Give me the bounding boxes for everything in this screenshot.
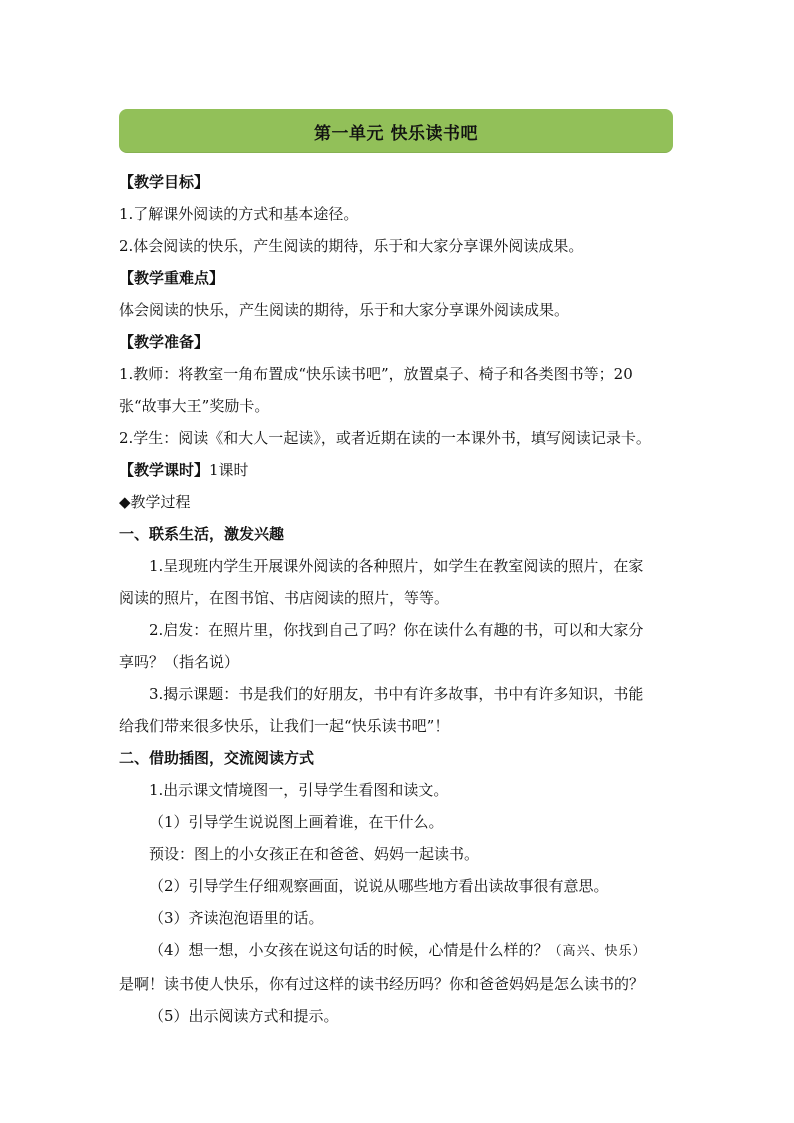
section-1-para-3-line-1: 3.揭示课题：书是我们的好朋友，书中有许多故事，书中有许多知识，书能: [149, 685, 644, 703]
section-1-para-3-line-2: 给我们带来很多快乐，让我们一起“快乐读书吧”！: [119, 717, 450, 735]
class-hours: [119, 454, 675, 486]
document-body: [119, 166, 675, 1032]
process-heading: ◆教学过程: [119, 493, 191, 511]
key-points-text: 体会阅读的快乐，产生阅读的期待，乐于和大家分享课外阅读成果。: [119, 301, 570, 319]
goal-item-2: 2.体会阅读的快乐，产生阅读的期待，乐于和大家分享课外阅读成果。: [119, 237, 584, 255]
class-hours-label: 【教学课时】: [119, 461, 210, 479]
class-hours-value: 1课时: [209, 461, 249, 479]
goals-heading: 【教学目标】: [119, 173, 210, 191]
page-title: 第一单元 快乐读书吧: [314, 123, 478, 144]
section-1-para-2-line-1: 2.启发：在照片里，你找到自己了吗？你在读什么有趣的书，可以和大家分: [149, 621, 644, 639]
preparation-item-1-line-2: 张“故事大王”奖励卡。: [119, 397, 270, 415]
section-2-heading: 二、借助插图，交流阅读方式: [119, 749, 315, 767]
section-2-step-4-answer: （高兴、快乐）: [548, 944, 647, 959]
section-2-step-5: （5）出示阅读方式和提示。: [149, 1007, 339, 1025]
preparation-heading: 【教学准备】: [119, 333, 210, 351]
section-1-heading: 一、联系生活，激发兴趣: [119, 525, 285, 543]
section-2-preset: 预设：图上的小女孩正在和爸爸、妈妈一起读书。: [149, 845, 480, 863]
title-banner: [119, 109, 673, 153]
goal-item-1: 1.了解课外阅读的方式和基本途径。: [119, 205, 359, 223]
key-points-heading: 【教学重难点】: [119, 269, 225, 287]
section-2-step-1: （1）引导学生说说图上画着谁，在干什么。: [149, 813, 444, 831]
preparation-item-1-line-1: 1.教师：将教室一角布置成“快乐读书吧”，放置桌子、椅子和各类图书等；20: [119, 365, 633, 383]
section-1-para-1-line-1: 1.呈现班内学生开展课外阅读的各种照片，如学生在教室阅读的照片，在家: [149, 557, 644, 575]
section-2-step-3: （3）齐读泡泡语里的话。: [149, 909, 324, 927]
section-2-step-4: [119, 934, 675, 968]
section-1-para-2-line-2: 享吗？（指名说）: [119, 653, 240, 671]
section-2-step-4-continuation: 是啊！读书使人快乐，你有过这样的读书经历吗？你和爸爸妈妈是怎么读书的？: [119, 975, 645, 993]
section-2-para-1: 1.出示课文情境图一，引导学生看图和读文。: [149, 781, 449, 799]
section-2-step-4-question: （4）想一想，小女孩在说这句话的时候，心情是什么样的？: [149, 941, 549, 959]
preparation-item-2: 2.学生：阅读《和大人一起读》，或者近期在读的一本课外书，填写阅读记录卡。: [119, 429, 651, 447]
section-2-step-2: （2）引导学生仔细观察画面，说说从哪些地方看出读故事很有意思。: [149, 877, 609, 895]
section-1-para-1-line-2: 阅读的照片，在图书馆、书店阅读的照片，等等。: [119, 589, 450, 607]
